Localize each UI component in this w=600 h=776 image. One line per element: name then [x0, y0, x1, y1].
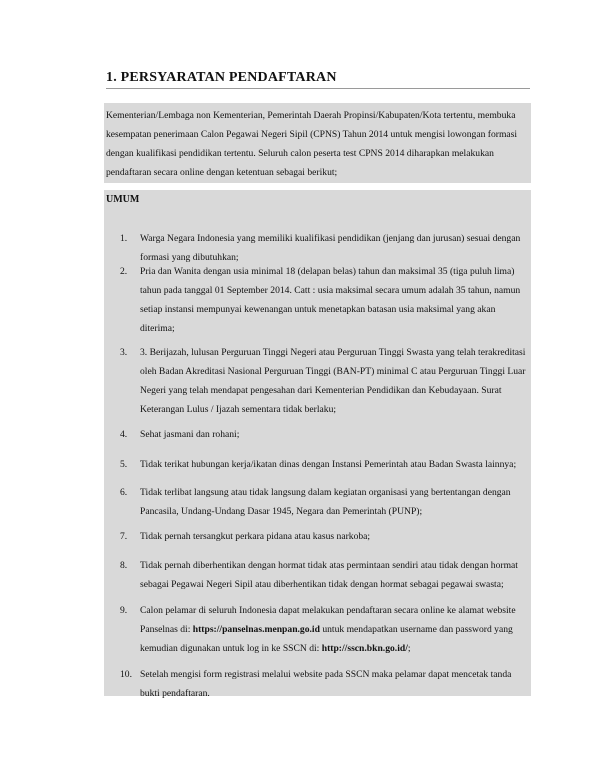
item-text — [140, 601, 530, 658]
item-text: 3. Berijazah, lulusan Perguruan Tinggi Negeri atau Perguruan Tinggi Swasta yang telah terakreditasi oleh Badan Akreditasi Nasional Perguruan Tinggi (BAN-PT) minimal C atau Perguruan Tinggi Luar Negeri yang telah mendapat pengesahan dari Kementerian Pendidikan dan Kebudayaan. Surat Keterangan Lulus / Ijazah sementara tidak berlaku; — [140, 347, 526, 415]
list-item — [120, 556, 530, 594]
item-number: 5. — [120, 459, 128, 470]
list-item — [120, 343, 530, 419]
item-text: Tidak pernah tersangkut perkara pidana atau kasus narkoba; — [140, 531, 371, 542]
item-text: Setelah mengisi form registrasi melalui website pada SSCN maka pelamar dapat mencetak tanda bukti pendaftaran. — [140, 669, 512, 699]
list-item — [120, 527, 530, 546]
item-text-part: Calon pelamar di seluruh Indonesia dapat melakukan pendaftaran secara online ke alamat website Panselnas di: — [140, 605, 516, 635]
list-item — [120, 483, 530, 521]
list-item — [120, 262, 530, 338]
item-text: Pria dan Wanita dengan usia minimal 18 (delapan belas) tahun dan maksimal 35 (tiga puluh lima) tahun pada tanggal 01 September 2014. Catt : usia maksimal secara umum adalah 35 tahun, namun setiap instansi mempunyai kewenangan untuk menetapkan batasan usia maksimal yang akan diterima; — [140, 266, 521, 334]
item-number: 6. — [120, 487, 128, 498]
item-number: 10. — [120, 669, 132, 680]
heading-rule — [106, 88, 530, 89]
item-number: 7. — [120, 531, 128, 542]
item-text: Tidak terlibat langsung atau tidak langsung dalam kegiatan organisasi yang bertentangan dengan Pancasila, Undang-Undang Dasar 1945, Negara dan Pemerintah (PUNP); — [140, 487, 511, 517]
list-item — [120, 665, 530, 703]
item-number: 3. — [120, 347, 128, 358]
list-item — [120, 455, 530, 474]
item-text-part: untuk mendapatkan username dan password yang kemudian digunakan untuk log in ke SSCN di: — [140, 624, 513, 654]
panselnas-link[interactable]: https://panselnas.menpan.go.id — [192, 624, 320, 635]
item-text-part: ; — [407, 643, 411, 654]
item-number: 4. — [120, 429, 128, 440]
item-number: 1. — [120, 233, 128, 244]
item-text: Tidak pernah diberhentikan dengan hormat tidak atas permintaan sendiri atau tidak dengan hormat sebagai Pegawai Negeri Sipil atau diberhentikan tidak dengan hormat sebagai pegawai swasta; — [140, 560, 518, 590]
item-number: 9. — [120, 605, 128, 616]
list-item — [120, 425, 530, 444]
section-label: UMUM — [106, 194, 140, 205]
intro-paragraph: Kementerian/Lembaga non Kementerian, Pemerintah Daerah Propinsi/Kabupaten/Kota tertentu, membuka kesempatan penerimaan Calon Pegawai Negeri Sipil (CPNS) Tahun 2014 untuk mengisi lowongan formasi dengan kualifikasi pendidikan tertentu. Seluruh calon peserta test CPNS 2014 diharapkan melakukan pendaftaran secara online dengan ketentuan sebagai berikut; — [106, 110, 518, 178]
item-text: Warga Negara Indonesia yang memiliki kualifikasi pendidikan (jenjang dan jurusan) sesuai dengan formasi yang dibutuhkan; — [140, 233, 521, 263]
item-text: Tidak terikat hubungan kerja/ikatan dinas dengan Instansi Pemerintah atau Badan Swasta lainnya; — [140, 459, 517, 470]
item-number: 8. — [120, 560, 128, 571]
sscn-link[interactable]: http://sscn.bkn.go.id/ — [321, 643, 408, 654]
list-item — [120, 601, 530, 658]
page-heading: 1. PERSYARATAN PENDAFTARAN — [106, 70, 337, 85]
item-text: Sehat jasmani dan rohani; — [140, 429, 240, 440]
item-number: 2. — [120, 266, 128, 277]
